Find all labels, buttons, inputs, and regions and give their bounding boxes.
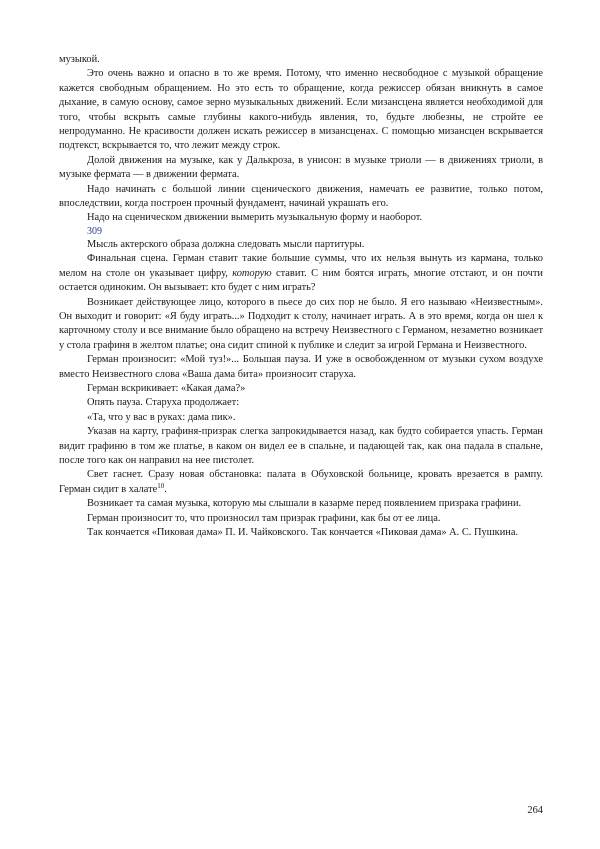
paragraph: Указав на карту, графиня-призрак слегка запрокидывается назад, как будто собирается упасть. Герман видит графиню в том же платье, в каком он видел ее в спальне, и падающей так, как она падала в спальне, после того как он направил на нее пистолет.: [59, 426, 543, 466]
paragraph: Свет гаснет. Сразу новая обстановка: палата в Обуховской больнице, кровать врезается в рампу. Герман сидит в халате$^{10}$.: [59, 469, 543, 495]
page-body: [59, 53, 543, 540]
paragraph: «Та, что у вас в руках: дама пик».: [87, 411, 236, 423]
paragraph: Надо на сценическом движении вымерить музыкальную форму и наоборот.: [87, 212, 423, 224]
paragraph: Это очень важно и опасно в то же время. Потому, что именно несвободное с музыкой обращение кажется свободным обращением. Но это есть то обращение, когда режиссер обязан вникнуть в самое дыхание, в самую основу, самое зерно музыкальных движений. Если мизансцена является необходимой для того, чтобы вскрыть самые глубины какого-нибудь явления, то, будьте любезны, не стройте ее непродуманно. Не красивости должен искать режиссер в мизансценах. С помощью мизансцен вскрывается подтекст, вскрывается то, что лежит между строк.: [59, 68, 543, 152]
paragraph: Герман произносит: «Мой туз!»... Большая пауза. И уже в освобожденном от музыки сухом воздухе вместо Неизвестного слова «Ваша дама бита» произносит старуха.: [59, 354, 543, 380]
paragraph: Так кончается «Пиковая дама» П. И. Чайковского. Так кончается «Пиковая дама» А. С. Пушкина.: [87, 527, 519, 538]
original-page-marker[interactable]: 309: [87, 225, 102, 237]
paragraph: Возникает та самая музыка, которую мы слышали в казарме перед появлением призрака графини.: [87, 498, 522, 510]
paragraph: Финальная сцена. Герман ставит такие большие суммы, что их нельзя вынуть из кармана, только мелом на столе он указывает цифру, которую ставит. С ним боятся играть, многие отстают, и он почти остается одиноким. Он вызывает: кто будет с ним играть?: [59, 253, 543, 294]
paragraph: Долой движения на музыке, как у Далькроза, в унисон: в музыке триоли — в движениях триоли, в музыке фермата — в движении фермата.: [59, 154, 543, 181]
footnote-ref[interactable]: 10: [157, 481, 165, 490]
emphasis: которую: [232, 267, 272, 279]
paragraph: Возникает действующее лицо, которого в пьесе до сих пор не было. Я его называю «Неизвестным». Он выходит и говорит: «Я буду играть...» Подходит к столу, начинает играть. А в это время, когда он шел к карточному столу и все внимание было обращено на встречу Неизвестного с Германом, незаметно возникает у стола графиня в желтом платье; она сидит спиной к публике и следит за игрой Германа и Неизвестного.: [59, 296, 543, 351]
paragraph: музыкой.: [59, 54, 100, 65]
page-number: 264: [527, 805, 543, 816]
paragraph: Герман вскрикивает: «Какая дама?»: [87, 382, 246, 394]
paragraph: Надо начинать с большой линии сценического движения, намечать ее развитие, только потом, впоследствии, когда построен прочный фундамент, начинай украшать его.: [59, 183, 543, 210]
paragraph: Герман произносит то, что произносил там призрак графини, как бы от ее лица.: [87, 512, 441, 524]
paragraph: Опять пауза. Старуха продолжает:: [87, 397, 240, 409]
paragraph: Мысль актерского образа должна следовать мысли партитуры.: [87, 238, 365, 250]
